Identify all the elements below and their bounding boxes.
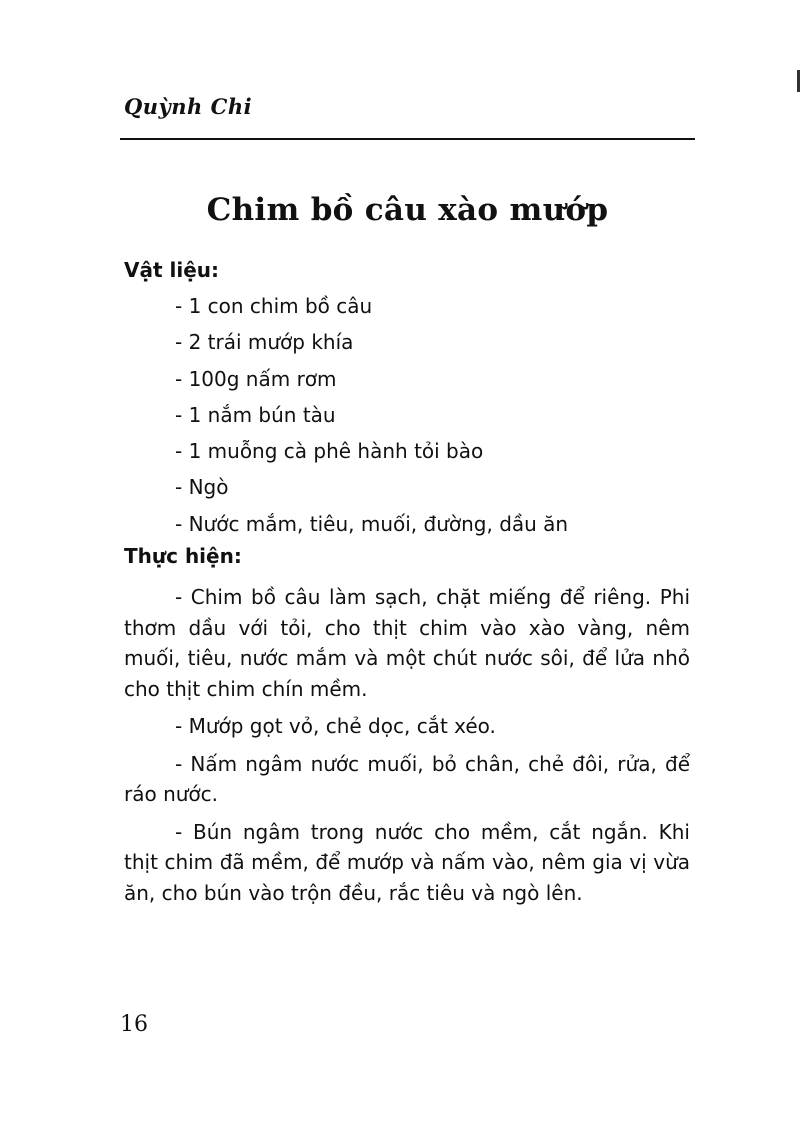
ingredient-item: - 1 nắm bún tàu [175, 402, 336, 427]
steps-list [124, 582, 690, 915]
recipe-title: Chim bồ câu xào mướp [206, 192, 609, 228]
step-paragraph: - Chim bồ câu làm sạch, chặt miếng để riêng. Phi thơm dầu với tỏi, cho thịt chim vào xào vàng, nêm muối, tiêu, nước mắm và một chút nước sôi, để lửa nhỏ cho thịt chim chín mềm. [124, 585, 690, 701]
step-paragraph: - Mướp gọt vỏ, chẻ dọc, cắt xéo. [175, 714, 496, 738]
ingredient-item: - 1 muỗng cà phê hành tỏi bào [175, 439, 484, 464]
running-head-author: Quỳnh Chi [124, 94, 253, 119]
page-number: 16 [120, 1012, 148, 1037]
ingredient-item: - 2 trái mướp khía [175, 330, 354, 355]
ingredients-heading: Vật liệu: [124, 258, 220, 282]
step-paragraph: - Bún ngâm trong nước cho mềm, cắt ngắn. Khi thịt chim đã mềm, để mướp và nấm vào, nêm gia vị vừa ăn, cho bún vào trộn đều, rắc tiêu và ngò lên. [124, 819, 690, 905]
ingredient-item: - Nước mắm, tiêu, muối, đường, dầu ăn [175, 511, 569, 536]
steps-heading: Thực hiện: [124, 544, 242, 568]
ingredients-list [175, 292, 568, 546]
header-rule [120, 138, 695, 140]
ingredient-item: - Ngò [175, 475, 229, 500]
ingredient-item: - 1 con chim bồ câu [175, 294, 373, 318]
step-paragraph: - Nấm ngâm nước muối, bỏ chân, chẻ đôi, rửa, để ráo nước. [124, 751, 690, 806]
ingredient-item: - 100g nấm rơm [175, 366, 337, 391]
